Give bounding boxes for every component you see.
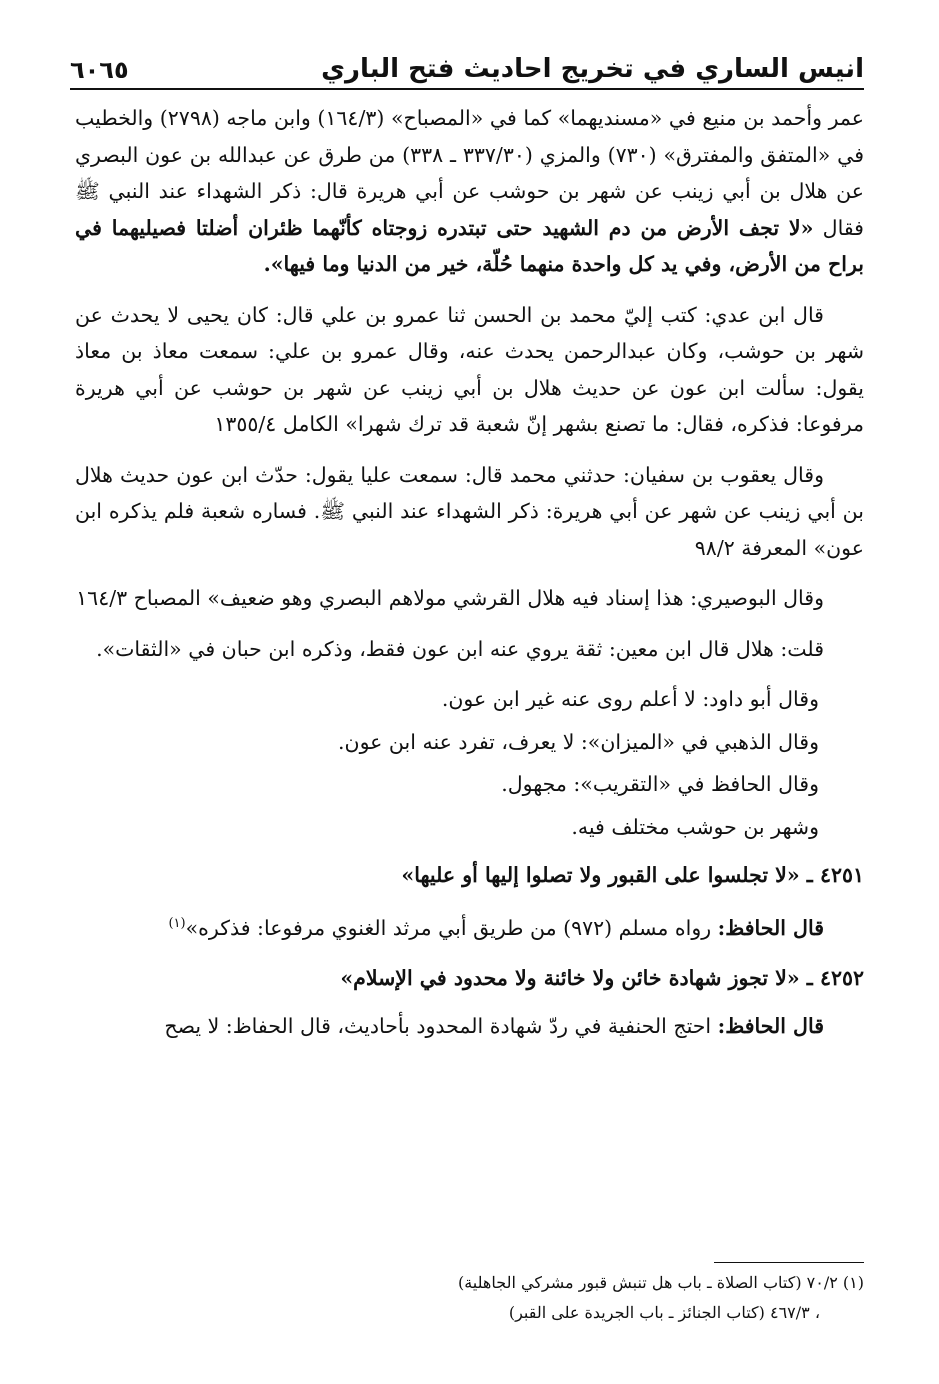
book-title: انيس الساري في تخريج احاديث فتح الباري [321,54,864,84]
page-number: ٦٠٦٥ [70,56,129,84]
paragraph-ibn-adi: قال ابن عدي: كتب إليّ محمد بن الحسن ثنا عمرو بن علي قال: كان يحيى لا يحدث عن شهر بن حوشب، وكان عبدالرحمن يحدث عنه، وقال عمرو بن علي: سمعت معاذ بن معاذ يقول: سألت ابن عون عن حديث هلال بن أبي زينب عن شهر بن حوشب عن أبي هريرة مرفوعا: فذكره، فقال: ما تصنع بشهر إنّ شعبة قد ترك شهرا» الكامل ١٣٥٥/٤ [75,302,864,436]
hadith-4252-comment: قال الحافظ: احتج الحنفية في ردّ شهادة المحدود بأحاديث، قال الحفاظ: لا يصح [164,1014,824,1039]
hadith-4252-heading: ٤٢٥٢ ـ «لا تجوز شهادة خائن ولا خائنة ولا محدود في الإسلام» [340,965,864,990]
paragraph-yaqub: وقال يعقوب بن سفيان: حدثني محمد قال: سمعت عليا يقول: حدّث ابن عون حديث هلال بن أبي زينب عن شهر عن أبي هريرة: ذكر الشهداء عند النبي ﷺ. فساره شعبة فلم يذكره ابن عون» المعرفة ٩٨/٢ [75,462,864,560]
line-shahr: وشهر بن حوشب مختلف فيه. [571,814,819,839]
footnote-1-continued: ، ٤٦٧/٣ (كتاب الجنائز ـ باب الجريدة على القبر) [508,1303,820,1322]
page-header [70,44,864,90]
hadith-quote: «لا تجف الأرض من دم الشهيد حتى تبتدره زوجتاه كأنّهما ظئران أضلتا فصيليهما في براح من الأرض، وفي يد كل واحدة منهما حُلّة، خير من الدنيا وما فيها». [75,215,864,276]
paragraph-sources: عمر وأحمد بن منيع في «مسنديهما» كما في «المصباح» (١٦٤/٣) وابن ماجه (٢٧٩٨) والخطيب في «المتفق والمفترق» (٧٣٠) والمزي (٣٣٧/٣٠ ـ ٣٣٨) من طرق عن عبدالله بن عون البصري عن هلال بن أبي زينب عن شهر بن حوشب عن أبي هريرة قال: ذكر الشهداء عند النبي ﷺ فقال «لا تجف الأرض من دم الشهيد حتى تبتدره زوجتاه كأنّهما ظئران أضلتا فصيليهما في براح من الأرض، وفي يد كل واحدة منهما حُلّة، خير من الدنيا وما فيها». [75,106,865,276]
paragraph-busiri: وقال البوصيري: هذا إسناد فيه هلال القرشي مولاهم البصري وهو ضعيف» المصباح ١٦٤/٣ [76,586,824,610]
hadith-4251-comment: قال الحافظ: رواه مسلم (٩٧٢) من طريق أبي مرثد الغنوي مرفوعا: فذكره»$^{(١)}$ [168,915,824,940]
footnote-divider [714,1262,864,1263]
line-abu-dawud: وقال أبو داود: لا أعلم روى عنه غير ابن عون. [441,687,819,711]
main-text [75,100,864,1059]
line-dhahabi: وقال الذهبي في «الميزان»: لا يعرف، تفرد عنه ابن عون. [338,729,819,754]
footnote-1: (١) ٧٠/٢ (كتاب الصلاة ـ باب هل تنبش قبور مشركي الجاهلية) [457,1273,864,1292]
footnote-ref: (١) [168,915,186,931]
hadith-4251-heading: ٤٢٥١ ـ «لا تجلسوا على القبور ولا تصلوا إليها أو عليها» [401,863,864,887]
paragraph-qultu: قلت: هلال قال ابن معين: ثقة يروي عنه ابن عون فقط، وذكره ابن حبان في «الثقات». [96,636,824,661]
line-hafiz-taqrib: وقال الحافظ في «التقريب»: مجهول. [501,772,819,796]
footnotes [75,1268,864,1328]
